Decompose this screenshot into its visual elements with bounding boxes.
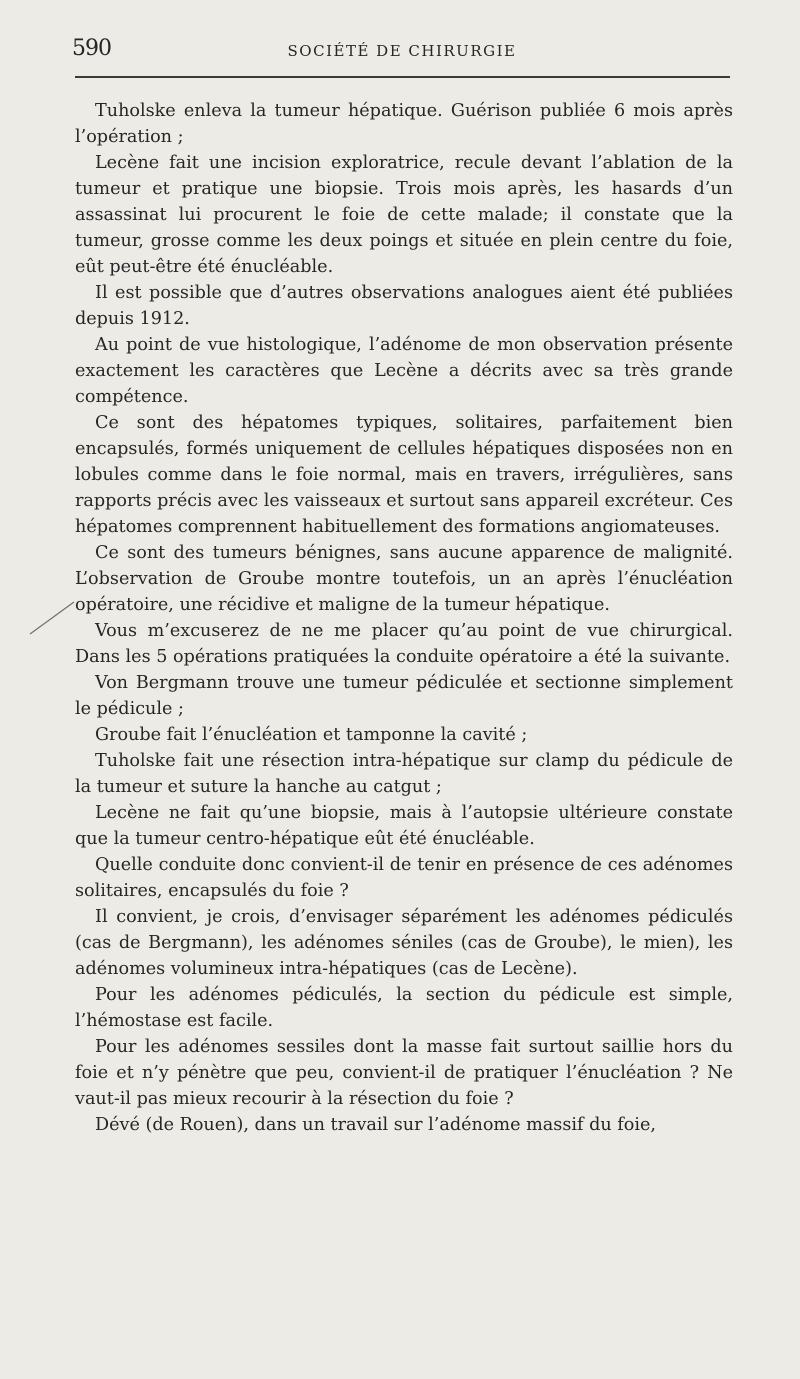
paragraph: Dévé (de Rouen), dans un travail sur l’adénome massif du foie, bbox=[95, 1115, 656, 1135]
paragraph: Groube fait l’énucléation et tamponne la cavité ; bbox=[95, 725, 528, 745]
header-rule bbox=[75, 76, 730, 78]
pencil-margin-mark bbox=[28, 598, 78, 638]
paragraph: Tuholske fait une résection intra-hépatique sur clamp du pédicule de la tumeur et suture la hanche au catgut ; bbox=[75, 751, 733, 797]
paragraph: Quelle conduite donc convient-il de tenir en présence de ces adénomes solitaires, encapsulés du foie ? bbox=[75, 855, 733, 901]
paragraph: Ce sont des tumeurs bénignes, sans aucune apparence de malignité. L’observation de Groube montre toutefois, un an après l’énucléation opératoire, une récidive et maligne de la tumeur hépatique. bbox=[75, 543, 733, 615]
paragraph: Lecène ne fait qu’une biopsie, mais à l’autopsie ultérieure constate que la tumeur centro-hépatique eût été énucléable. bbox=[75, 803, 733, 849]
page-header bbox=[72, 36, 732, 68]
paragraph: Il est possible que d’autres observations analogues aient été publiées depuis 1912. bbox=[75, 283, 733, 329]
paragraph: Il convient, je crois, d’envisager séparément les adénomes pédiculés (cas de Bergmann), les adénomes séniles (cas de Groube), le mien), les adénomes volumineux intra-hépatiques (cas de Lecène). bbox=[75, 907, 733, 979]
page-number: 590 bbox=[72, 36, 111, 61]
paragraph: Lecène fait une incision exploratrice, recule devant l’ablation de la tumeur et pratique une biopsie. Trois mois après, les hasards d’un assassinat lui procurent le foie de cette malade; il constate que la tumeur, grosse comme les deux poings et située en plein centre du foie, eût peut-être été énucléable. bbox=[75, 153, 733, 277]
paragraph: Von Bergmann trouve une tumeur pédiculée et sectionne simplement le pédicule ; bbox=[75, 673, 733, 719]
paragraph: Tuholske enleva la tumeur hépatique. Guérison publiée 6 mois après l’opération ; bbox=[75, 101, 733, 147]
body-text bbox=[75, 98, 733, 1138]
paragraph: Pour les adénomes pédiculés, la section du pédicule est simple, l’hémostase est facile. bbox=[75, 985, 733, 1031]
paragraph: Ce sont des hépatomes typiques, solitaires, parfaitement bien encapsulés, formés uniquement de cellules hépatiques disposées non en lobules comme dans le foie normal, mais en travers, irrégulières, sans rapports précis avec les vaisseaux et surtout sans appareil excréteur. Ces hépatomes comprennent habituellement des formations angiomateuses. bbox=[75, 413, 733, 537]
running-title: SOCIÉTÉ DE CHIRURGIE bbox=[287, 42, 517, 60]
paragraph: Pour les adénomes sessiles dont la masse fait surtout saillie hors du foie et n’y pénètre que peu, convient-il de pratiquer l’énucléation ? Ne vaut-il pas mieux recourir à la résection du foie ? bbox=[75, 1037, 733, 1109]
paragraph: Vous m’excuserez de ne me placer qu’au point de vue chirurgical. Dans les 5 opérations pratiquées la conduite opératoire a été la suivante. bbox=[75, 621, 733, 667]
paragraph: Au point de vue histologique, l’adénome de mon observation présente exactement les caractères que Lecène a décrits avec sa très grande compétence. bbox=[75, 335, 733, 407]
